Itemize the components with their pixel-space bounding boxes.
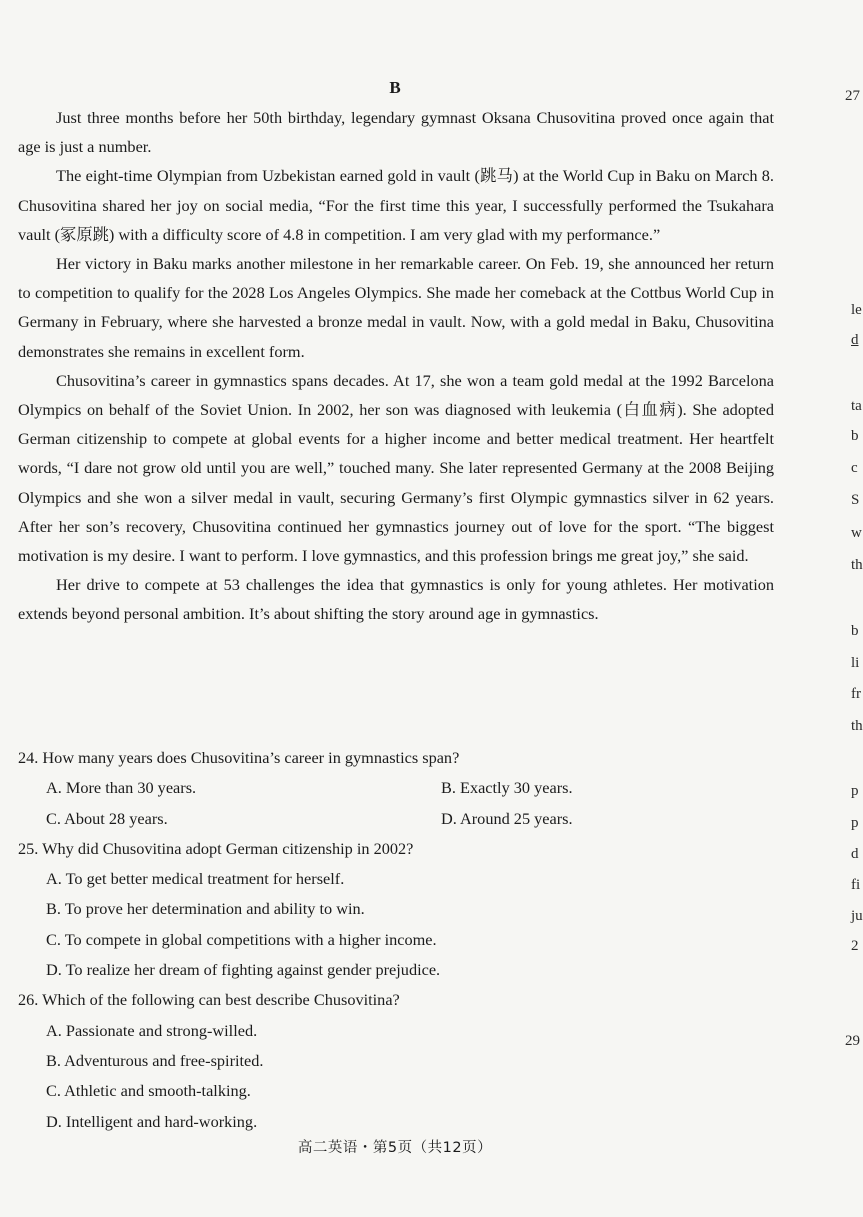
edge-fragment: ta bbox=[851, 398, 862, 414]
option-a: A. More than 30 years. bbox=[46, 778, 197, 798]
edge-fragment: c bbox=[851, 460, 858, 476]
edge-fragment: 2 bbox=[851, 938, 859, 954]
option-b: B. To prove her determination and ability to win. bbox=[46, 899, 365, 919]
option-list bbox=[18, 1016, 774, 1137]
edge-fragment: li bbox=[851, 655, 860, 671]
question-stem: 25. Why did Chusovitina adopt German citizenship in 2002? bbox=[18, 838, 414, 858]
option-d: D. Intelligent and hard-working. bbox=[46, 1111, 258, 1131]
passage-paragraph: Just three months before her 50th birthday, legendary gymnast Oksana Chusovitina proved once again that age is just a number. bbox=[18, 108, 774, 157]
passage-paragraph: Her drive to compete at 53 challenges the idea that gymnastics is only for young athletes. Her motivation extends beyond personal ambition. It’s about shifting the story around age in gymnastics. bbox=[18, 575, 774, 624]
edge-fragment: fi bbox=[851, 877, 861, 893]
passage-paragraph: Chusovitina’s career in gymnastics spans decades. At 17, she won a team gold medal at the 1992 Barcelona Olympics on behalf of the Soviet Union. In 2002, her son was diagnosed with leukemia (白血病). She adopted German citizenship to compete at global events for a higher income and better medical treatment. Her heartfelt words, “I dare not grow old until you are well,” touched many. She later represented Germany at the 2008 Beijing Olympics and she won a silver medal in vault, securing Germany’s first Olympic gymnastics silver in 62 years. After her son’s recovery, Chusovitina continued her gymnastics journey out of love for the sport. “The biggest motivation is my desire. I want to perform. I love gymnastics, and this profession brings me great joy,” she said. bbox=[18, 370, 774, 566]
edge-fragment: th bbox=[851, 718, 863, 734]
question-26 bbox=[18, 985, 774, 1136]
edge-fragment: ju bbox=[851, 908, 863, 924]
passage-paragraph: The eight-time Olympian from Uzbekistan earned gold in vault (跳马) at the World Cup in Baku on March 8. Chusovitina shared her joy on social media, “For the first time this year, I successfully performed the Tsukahara vault (冢原跳) with a difficulty score of 4.8 in competition. I am very glad with my performance.” bbox=[18, 166, 774, 244]
option-d: D. Around 25 years. bbox=[441, 808, 573, 828]
question-stem: 26. Which of the following can best describe Chusovitina? bbox=[18, 990, 400, 1010]
passage-paragraph: Her victory in Baku marks another milestone in her remarkable career. On Feb. 19, she announced her return to competition to qualify for the 2028 Los Angeles Olympics. She made her comeback at the Cottbus World Cup in Germany in February, where she harvested a bronze medal in vault. Now, with a gold medal in Baku, Chusovitina demonstrates she remains in excellent form. bbox=[18, 254, 774, 361]
question-stem: 24. How many years does Chusovitina’s career in gymnastics span? bbox=[18, 748, 460, 767]
option-c: C. About 28 years. bbox=[46, 808, 168, 828]
edge-fragment: p bbox=[851, 815, 859, 831]
question-25 bbox=[18, 834, 774, 985]
option-list bbox=[18, 773, 774, 834]
edge-fragment: b bbox=[851, 428, 859, 444]
option-b: B. Adventurous and free-spirited. bbox=[46, 1050, 264, 1070]
option-a: A. To get better medical treatment for herself. bbox=[46, 869, 345, 889]
edge-fragment: d bbox=[851, 332, 859, 348]
option-d: D. To realize her dream of fighting against gender prejudice. bbox=[46, 960, 441, 980]
option-c: C. To compete in global competitions with a higher income. bbox=[46, 929, 437, 949]
option-a: A. Passionate and strong-willed. bbox=[46, 1020, 258, 1040]
page-footer: 高二英语・第5页（共12页） bbox=[297, 1140, 493, 1156]
question-list bbox=[18, 743, 774, 1137]
section-title: B bbox=[389, 78, 401, 97]
edge-fragment: 27 bbox=[845, 88, 860, 104]
question-24 bbox=[18, 743, 774, 834]
option-list bbox=[18, 864, 774, 985]
edge-fragment: fr bbox=[851, 686, 861, 702]
edge-fragment: b bbox=[851, 623, 859, 639]
edge-fragment: w bbox=[851, 525, 862, 541]
edge-fragment: 29 bbox=[845, 1033, 860, 1049]
edge-fragment: th bbox=[851, 557, 863, 573]
reading-passage bbox=[18, 103, 774, 629]
option-b: B. Exactly 30 years. bbox=[441, 778, 573, 798]
edge-fragment: S bbox=[851, 492, 860, 508]
option-c: C. Athletic and smooth-talking. bbox=[46, 1081, 251, 1101]
edge-fragment: d bbox=[851, 846, 859, 862]
edge-fragment: p bbox=[851, 783, 859, 799]
edge-fragment: le bbox=[851, 302, 862, 318]
